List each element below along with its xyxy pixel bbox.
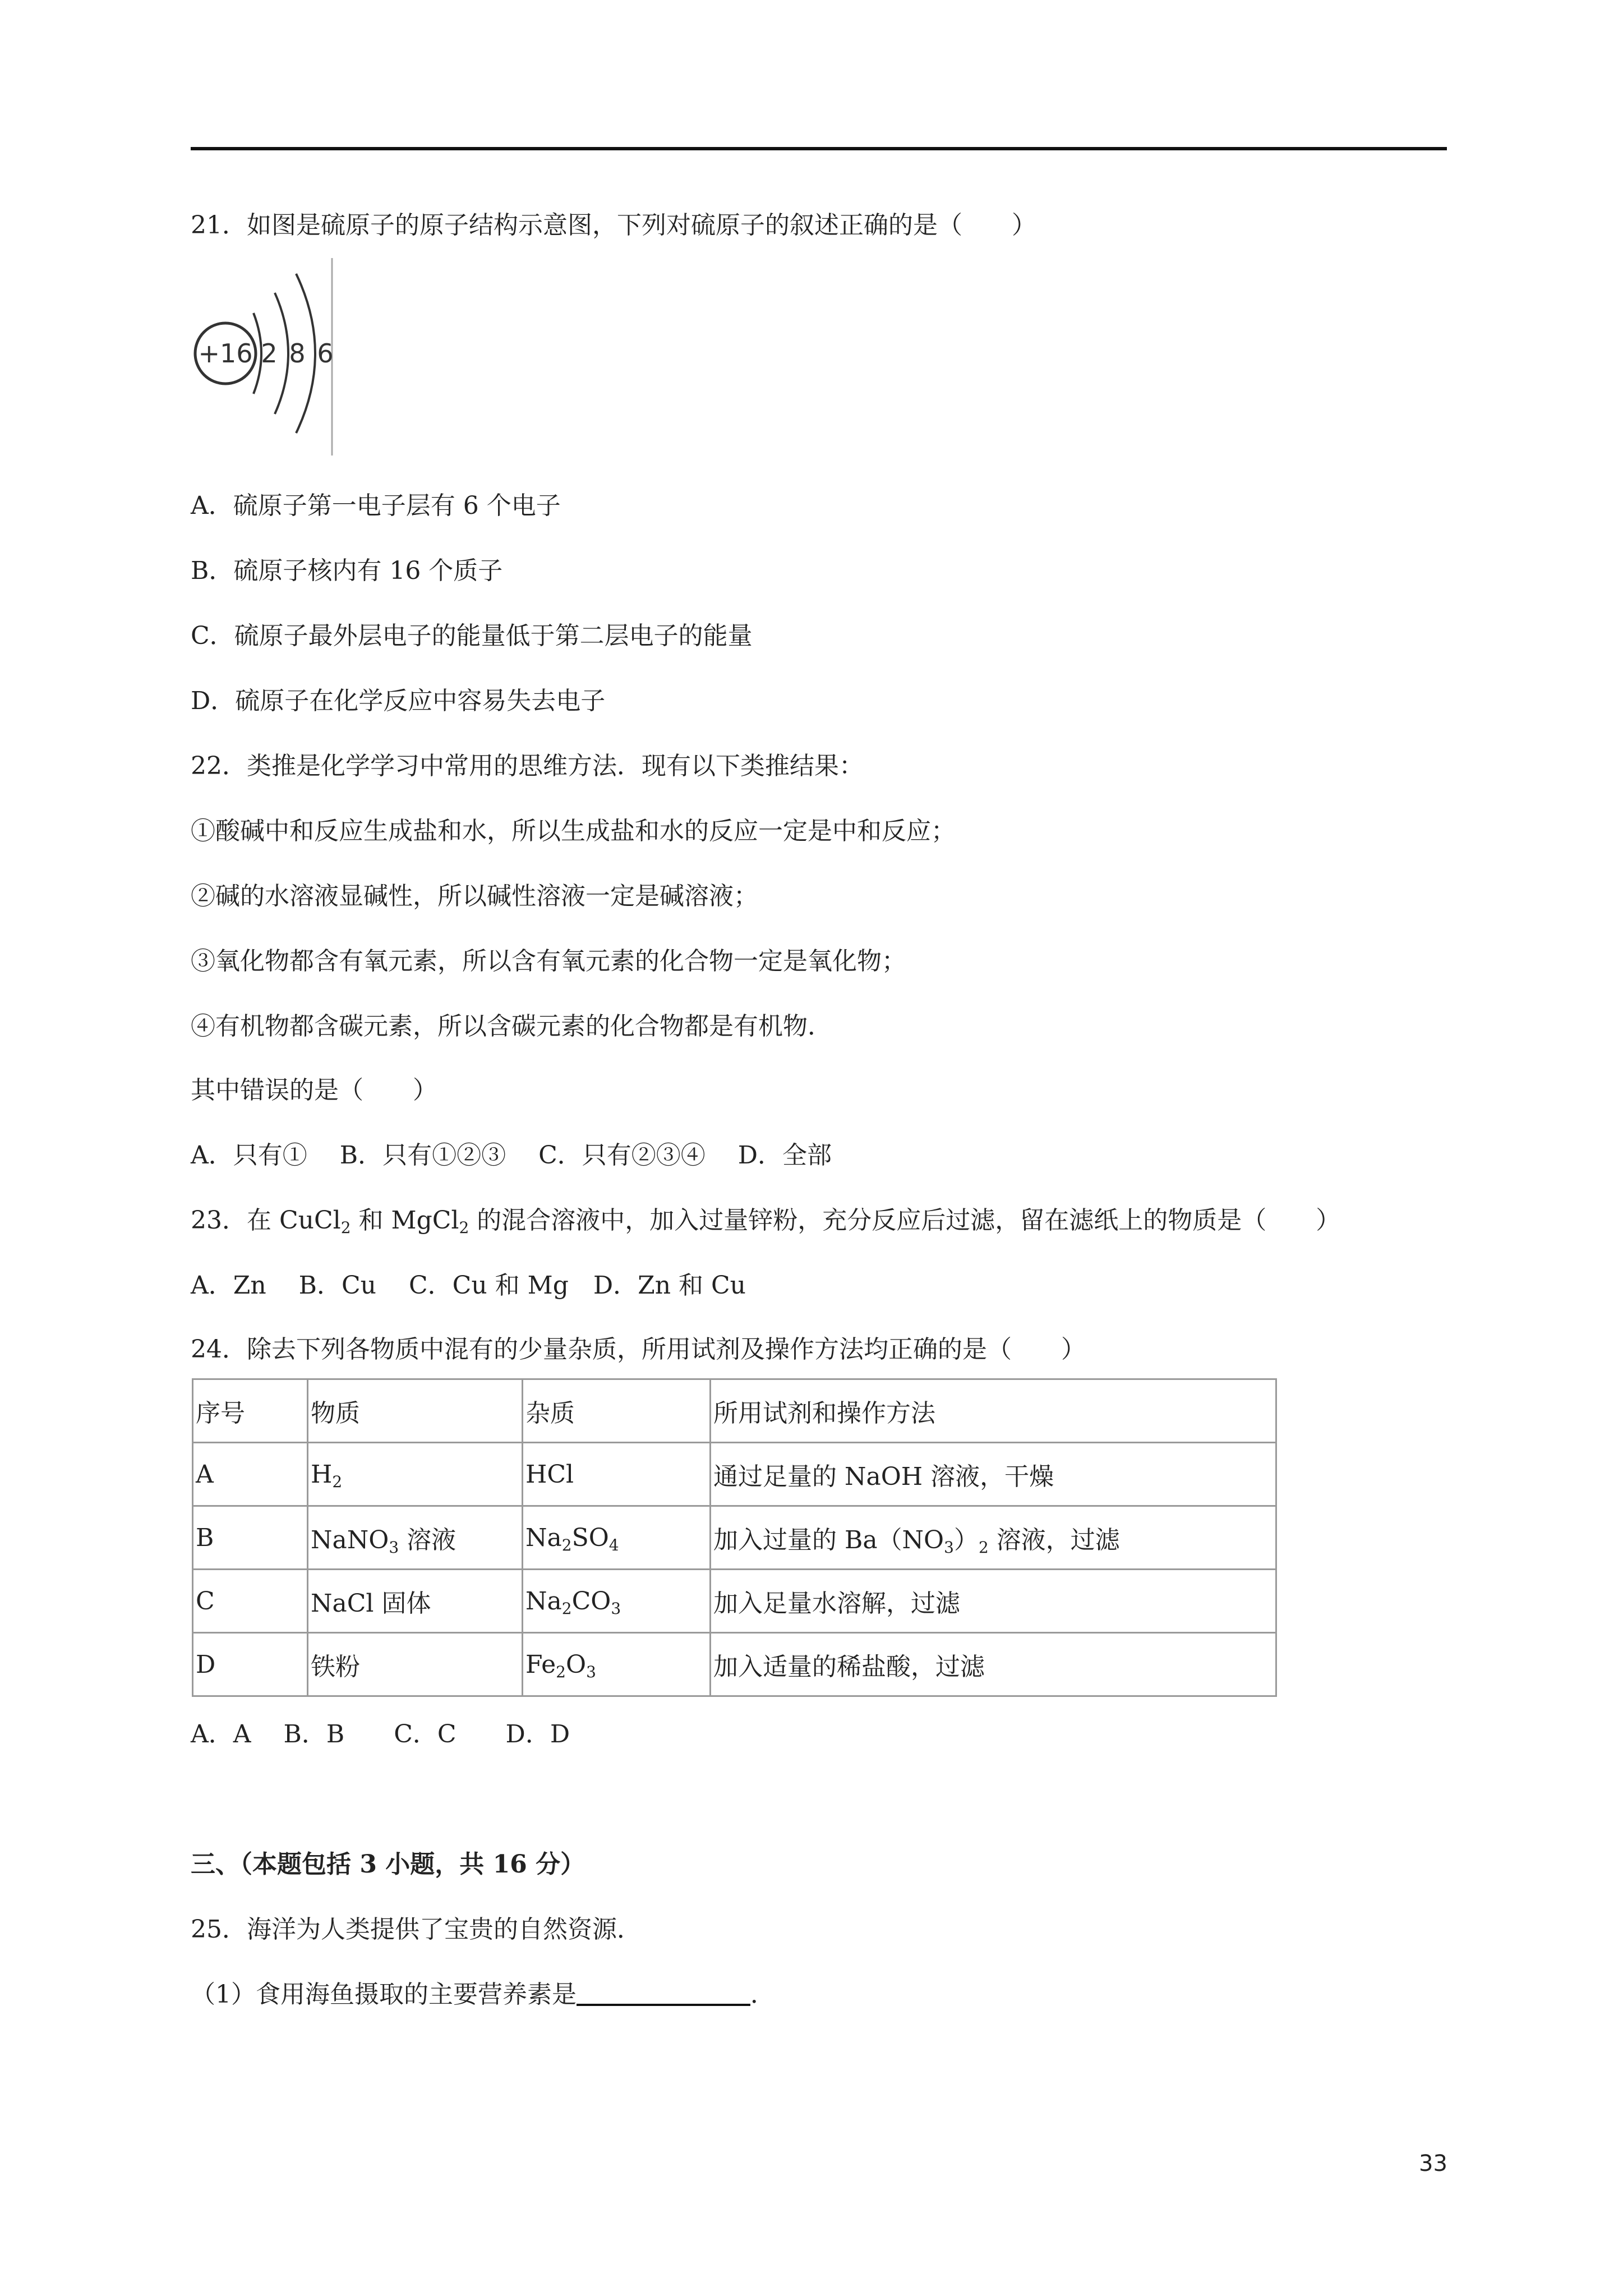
q23-stem: 23．在 CuCl$_2$ 和 MgCl$_2$ 的混合溶液中，加入过量锌粉，充分反应后过滤，留在滤纸上的物质是（ ） bbox=[191, 1206, 1341, 1237]
q22-question: 其中错误的是（ ） bbox=[191, 1076, 437, 1105]
table-row bbox=[193, 1570, 1276, 1633]
header-rule bbox=[191, 147, 1447, 150]
cell-id: A bbox=[193, 1443, 308, 1506]
nucleus-label: +16 bbox=[198, 338, 253, 369]
table-row bbox=[193, 1633, 1276, 1696]
cell-substance: $H_2$ bbox=[308, 1443, 523, 1506]
cell-impurity: $Fe_2O_3$ bbox=[523, 1633, 711, 1696]
header-cell: 物质 bbox=[308, 1379, 523, 1443]
answer-blank[interactable] bbox=[577, 1979, 750, 2006]
q23-options: A．Zn B．Cu C．Cu 和 Mg D．Zn 和 Cu bbox=[191, 1271, 746, 1300]
q25-part-1: （1）食用海鱼摄取的主要营养素是 ． bbox=[191, 1980, 775, 2009]
shell-3-label: 6 bbox=[317, 338, 334, 369]
header-cell: 杂质 bbox=[523, 1379, 711, 1443]
q22-item-4: ④有机物都含碳元素，所以含碳元素的化合物都是有机物． bbox=[191, 1012, 832, 1041]
table-row bbox=[193, 1506, 1276, 1570]
table-row bbox=[193, 1443, 1276, 1506]
shell-1-label: 2 bbox=[261, 338, 278, 369]
cell-id: C bbox=[193, 1570, 308, 1633]
cell-impurity: $Na_2SO_4$ bbox=[523, 1506, 711, 1570]
q22-stem: 22．类推是化学学习中常用的思维方法．现有以下类推结果： bbox=[191, 752, 864, 780]
q21-option-c: C．硫原子最外层电子的能量低于第二层电子的能量 bbox=[191, 622, 753, 650]
page-number: 33 bbox=[1419, 2151, 1447, 2177]
q22-item-1: ①酸碱中和反应生成盐和水，所以生成盐和水的反应一定是中和反应； bbox=[191, 817, 956, 845]
q25-stem: 25．海洋为人类提供了宝贵的自然资源． bbox=[191, 1915, 642, 1944]
header-cell: 序号 bbox=[193, 1379, 308, 1443]
cell-substance: 铁粉 bbox=[308, 1633, 523, 1696]
q24-table bbox=[192, 1378, 1277, 1697]
cell-method: 加入过量的 $Ba(NO_3)_2$ 溶液，过滤 bbox=[711, 1506, 1276, 1570]
cell-method: 加入适量的稀盐酸，过滤 bbox=[711, 1633, 1276, 1696]
q21-option-b: B．硫原子核内有 16 个质子 bbox=[191, 556, 503, 585]
header-cell: 所用试剂和操作方法 bbox=[711, 1379, 1276, 1443]
q21-option-a: A．硫原子第一电子层有 6 个电子 bbox=[191, 491, 561, 520]
cell-id: B bbox=[193, 1506, 308, 1570]
q21-option-d: D．硫原子在化学反应中容易失去电子 bbox=[191, 687, 606, 715]
cell-method: 通过足量的 NaOH 溶液，干燥 bbox=[711, 1443, 1276, 1506]
cell-id: D bbox=[193, 1633, 308, 1696]
cell-substance: NaCl 固体 bbox=[308, 1570, 523, 1633]
sulfur-atom-diagram bbox=[191, 258, 338, 455]
q21-stem: 21．如图是硫原子的原子结构示意图，下列对硫原子的叙述正确的是（ ） bbox=[191, 211, 1036, 240]
q22-item-2: ②碱的水溶液显碱性，所以碱性溶液一定是碱溶液； bbox=[191, 882, 758, 910]
cell-method: 加入足量水溶解，过滤 bbox=[711, 1570, 1276, 1633]
cell-impurity: HCl bbox=[523, 1443, 711, 1506]
cell-impurity: $Na_2CO_3$ bbox=[523, 1570, 711, 1633]
q22-options: A．只有① B．只有①②③ C．只有②③④ D．全部 bbox=[191, 1141, 832, 1170]
q22-item-3: ③氧化物都含有氧元素，所以含有氧元素的化合物一定是氧化物； bbox=[191, 947, 906, 976]
table-header-row bbox=[193, 1379, 1276, 1443]
q24-stem: 24．除去下列各物质中混有的少量杂质，所用试剂及操作方法均正确的是（ ） bbox=[191, 1335, 1086, 1364]
q24-options: A．A B．B C．C D．D bbox=[191, 1720, 570, 1749]
cell-substance: NaNO$_3$ 溶液 bbox=[308, 1506, 523, 1570]
section-3-title: 三、（本题包括 3 小题，共 16 分） bbox=[191, 1850, 585, 1879]
shell-2-label: 8 bbox=[289, 338, 306, 369]
